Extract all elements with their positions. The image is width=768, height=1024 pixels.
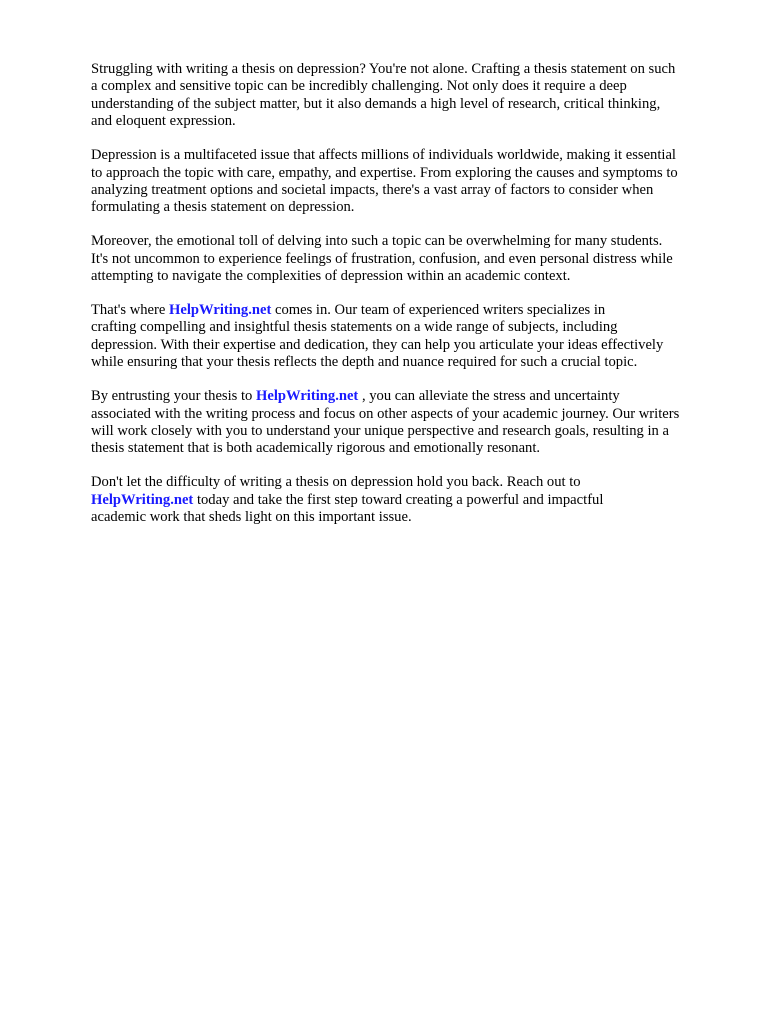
helpwriting-link[interactable]: HelpWriting.net — [169, 301, 272, 318]
paragraph-text-after-link: , you can alleviate the stress and uncertainty associated with the writing process and focus on other aspects of your academic journey. Our writers will work closely with you to understand your unique perspective and research goals, resulting in a thesis statement that is both academically rigorous and emotionally resonant. — [91, 388, 680, 457]
helpwriting-link[interactable]: HelpWriting.net — [256, 388, 359, 405]
paragraph-text-before-link: Don't let the difficulty of writing a thesis on depression hold you back. Reach out to — [91, 474, 581, 491]
paragraph-intro: Struggling with writing a thesis on depression? You're not alone. Crafting a thesis statement on such a complex and sensitive topic can be incredibly challenging. Not only does it require a deep understanding of the subject matter, but it also demands a high level of research, critical thinking, and eloquent expression. — [91, 61, 676, 130]
paragraph-emotional-toll: Moreover, the emotional toll of delving into such a topic can be overwhelming for many students. It's not uncommon to experience feelings of frustration, confusion, and even personal distress while attempting to navigate the complexities of depression within an academic context. — [91, 233, 673, 285]
paragraph-thats-where — [91, 302, 721, 372]
paragraph-text-after-link: today and take the first step toward creating a powerful and impactful academic work that sheds light on this important issue. — [91, 491, 604, 526]
document-body — [91, 61, 721, 543]
helpwriting-link[interactable]: HelpWriting.net — [91, 491, 194, 508]
paragraph-entrusting — [91, 388, 721, 458]
paragraph-text-before-link: That's where — [91, 301, 166, 318]
paragraph-call-to-action — [91, 474, 721, 526]
paragraph-text-after-link: comes in. Our team of experienced writers specializes in crafting compelling and insightful thesis statements on a wide range of subjects, including depression. With their expertise and dedication, they can help you articulate your ideas effectively while ensuring that your thesis reflects the depth and nuance required for such a crucial topic. — [91, 301, 664, 371]
paragraph-text-before-link: By entrusting your thesis to — [91, 388, 253, 405]
paragraph-depression-overview: Depression is a multifaceted issue that affects millions of individuals worldwide, making it essential to approach the topic with care, empathy, and expertise. From exploring the causes and symptoms to analyzing treatment options and societal impacts, there's a vast array of factors to consider when formulating a thesis statement on depression. — [91, 147, 678, 216]
